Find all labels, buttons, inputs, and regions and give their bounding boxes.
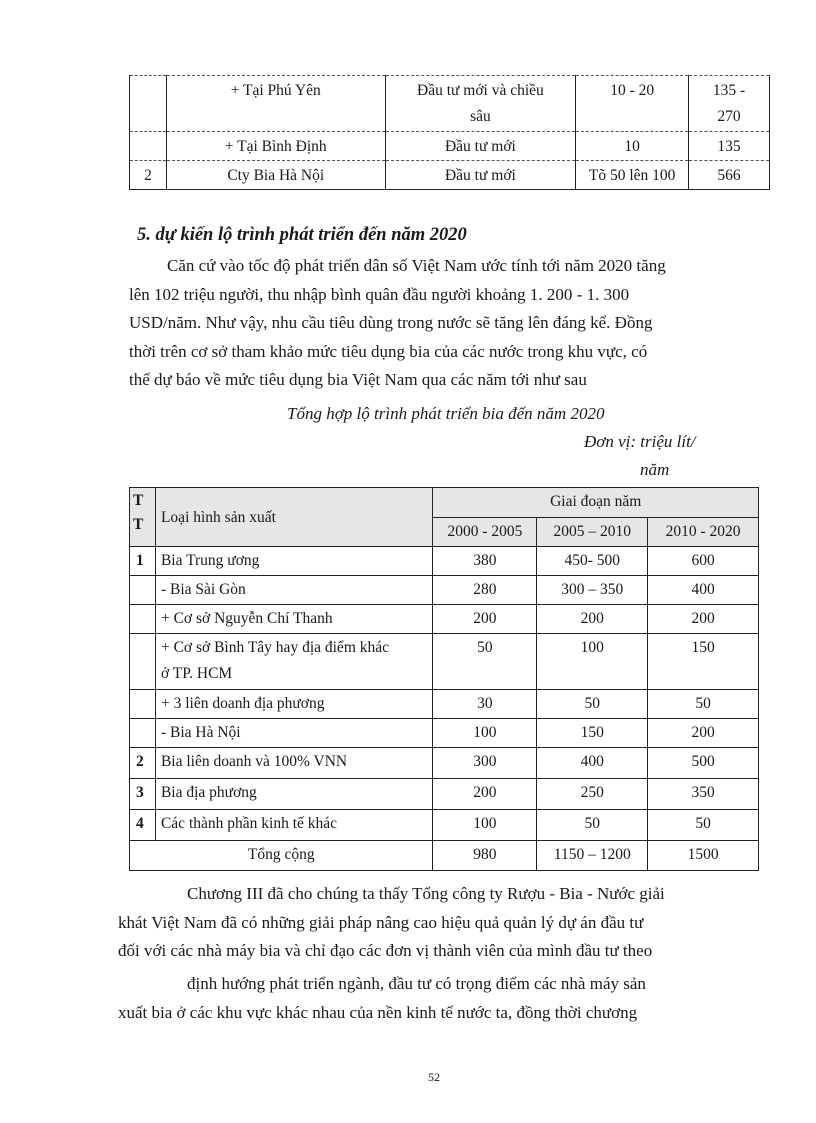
body-paragraph: [118, 970, 768, 1027]
paragraph-line: Chương III đã cho chúng ta thấy Tổng công ty Rượu - Bia - Nước giải: [187, 884, 665, 903]
table-row: 4 Các thành phần kinh tế khác 100 50 50: [130, 810, 759, 841]
paragraph-line: xuất bia ở các khu vực khác nhau của nền kinh tế nước ta, đồng thời chương: [118, 1002, 638, 1022]
investment-value: 135: [689, 132, 770, 161]
investment-type: Đầu tư mới và chiều sâu: [385, 76, 576, 132]
table-row: 1 Bia Trung ương 380 450- 500 600: [130, 547, 759, 576]
table-row: [130, 161, 770, 190]
table-row: 3 Bia địa phương 200 250 350: [130, 779, 759, 810]
investment-value: 566: [689, 161, 770, 190]
table-row: + 3 liên doanh địa phương 30 50 50: [130, 690, 759, 719]
table-row: - Bia Sài Gòn 280 300 – 350 400: [130, 576, 759, 605]
total-row: Tổng cộng 980 1150 – 1200 1500: [130, 841, 759, 871]
period-header: Giai đoạn năm: [433, 488, 759, 518]
table-row: 2 Bia liên doanh và 100% VNN 300 400 500: [130, 748, 759, 779]
investment-type: Đầu tư mới: [385, 161, 576, 190]
investment-type: Đầu tư mới: [385, 132, 576, 161]
paragraph-line: lên 102 triệu người, thu nhập bình quân đầu người khoảng 1. 200 - 1. 300: [129, 284, 630, 304]
paragraph-line: đối với các nhà máy bia và chỉ đạo các đơn vị thành viên của mình đầu tư theo: [118, 941, 653, 960]
row-number: 2: [130, 161, 167, 190]
period-header: 2005 – 2010: [537, 518, 648, 547]
table-header-row: [130, 488, 759, 518]
table-caption: Tổng hợp lộ trình phát triển bia đến năm 2020: [287, 404, 605, 423]
body-paragraph: [118, 880, 768, 966]
unit-name: + Tại Phú Yên: [166, 76, 385, 132]
investment-value: 135 - 270: [689, 76, 770, 132]
paragraph-line: Căn cứ vào tốc độ phát triển dân số Việt Nam ước tính tới năm 2020 tăng: [167, 256, 666, 275]
unit-label: năm: [640, 460, 670, 479]
table-row: [130, 76, 770, 132]
paragraph-line: định hướng phát triển ngành, đầu tư có trọng điểm các nhà máy sản: [187, 974, 646, 993]
table-row: + Cơ sở Nguyễn Chí Thanh 200 200 200: [130, 605, 759, 634]
type-header: Loại hình sản xuất: [155, 488, 433, 547]
capacity-range: Tõ 50 lên 100: [576, 161, 689, 190]
capacity-range: 10: [576, 132, 689, 161]
table-row: - Bia Hà Nội 100 150 200: [130, 719, 759, 748]
body-paragraph: [129, 252, 768, 395]
unit-name: Cty Bia Hà Nội: [166, 161, 385, 190]
paragraph-line: USD/năm. Như vậy, nhu cầu tiêu dùng trong nước sẽ tăng lên đáng kể. Đồng: [129, 313, 653, 332]
section-heading: 5. dự kiến lộ trình phát triển đến năm 2020: [137, 225, 467, 245]
row-number: [130, 76, 167, 132]
tt-header: T T: [130, 488, 156, 547]
investment-table: [129, 75, 770, 190]
period-header: 2010 - 2020: [648, 518, 759, 547]
paragraph-line: thời trên cơ sở tham khảo mức tiêu dụng bia của các nước trong khu vực, có: [129, 341, 648, 361]
unit-name: + Tại Bình Định: [166, 132, 385, 161]
paragraph-line: thể dự báo về mức tiêu dụng bia Việt Nam qua các năm tới như sau: [129, 370, 587, 389]
period-header: 2000 - 2005: [433, 518, 537, 547]
capacity-range: 10 - 20: [576, 76, 689, 132]
total-label: Tổng cộng: [130, 841, 433, 871]
page-number: 52: [428, 1070, 440, 1084]
unit-label: Đơn vị: triệu lít/: [584, 432, 696, 451]
row-number: [130, 132, 167, 161]
paragraph-line: khát Việt Nam đã có những giải pháp nâng cao hiệu quả quản lý dự án đầu tư: [118, 912, 644, 932]
table-row: [130, 132, 770, 161]
table-row: + Cơ sở Bình Tây hay địa điểm khác ở TP. HCM 50 100 150: [130, 634, 759, 690]
beer-roadmap-table: [129, 487, 759, 871]
